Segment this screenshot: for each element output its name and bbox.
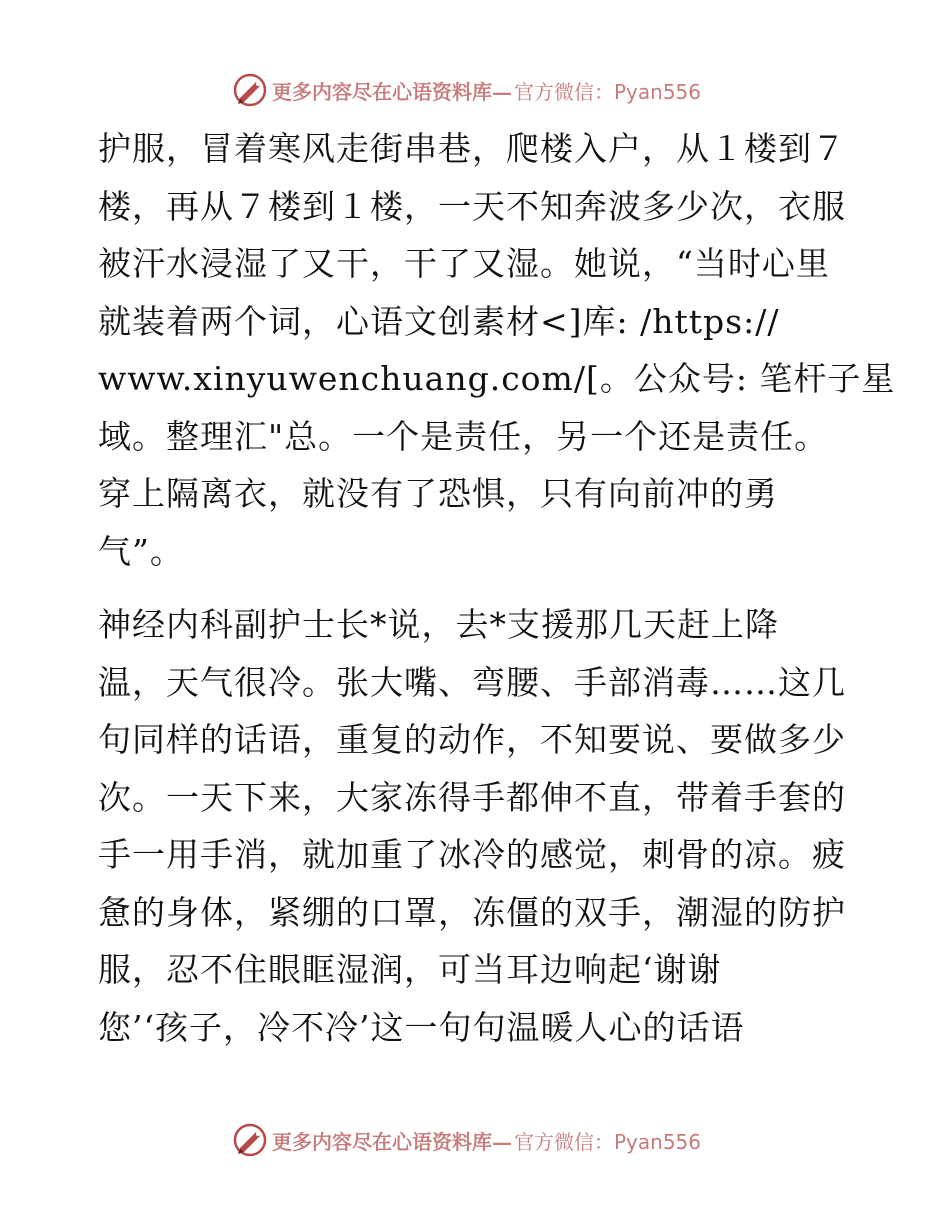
text-line: 温，天气很冷。张大嘴、弯腰、手部消毒……这几 xyxy=(98,662,846,702)
text-line: 域。整理汇"总。一个是责任，另一个还是责任。 xyxy=(98,416,829,456)
text-line: 气”。 xyxy=(98,531,184,571)
text-line: 次。一天下来，大家冻得手都伸不直，带着手套的 xyxy=(98,777,846,817)
text-line: 惫的身体，紧绷的口罩，冻僵的双手，潮湿的防护 xyxy=(98,892,846,932)
text-line: 服，忍不住眼眶湿润，可当耳边响起‘谢谢 xyxy=(98,950,722,989)
text-line: 楼，再从７楼到１楼，一天不知奔波多少次，衣服 xyxy=(98,186,846,226)
header-banner-wechat: 官方微信：Pyan556 xyxy=(514,79,702,104)
footer-banner-text: 更多内容尽在心语资料库— xyxy=(272,1129,512,1154)
body-text xyxy=(98,120,896,1056)
header-banner-text: 更多内容尽在心语资料库— xyxy=(272,79,512,104)
pen-logo-icon xyxy=(232,72,268,108)
text-line: 穿上隔离衣，就没有了恐惧，只有向前冲的勇 xyxy=(98,474,778,513)
text-line: 就装着两个词，心语文创素材<]库: /https:// xyxy=(98,301,780,341)
text-line: 护服，冒着寒风走街串巷，爬楼入户，从１楼到７ xyxy=(98,129,846,168)
paragraph-gap xyxy=(98,580,858,596)
footer-banner-wechat: 官方微信：Pyan556 xyxy=(514,1129,702,1154)
text-line: 手一用手消，就加重了冰冷的感觉，刺骨的凉。疲 xyxy=(98,835,846,874)
text-line: 句同样的话语，重复的动作，不知要说、要做多少 xyxy=(98,720,846,759)
paragraph-2 xyxy=(98,596,858,1056)
text-line: 您’‘孩子，冷不冷’这一句句温暖人心的话语 xyxy=(98,1007,745,1047)
text-line: www.xinyuwenchuang.com/[。公众号: 笔杆子星 xyxy=(98,359,896,398)
footer-banner xyxy=(232,1120,701,1160)
pen-logo-icon xyxy=(232,1122,268,1158)
header-banner xyxy=(232,70,701,110)
text-line: 神经内科副护士长*说，去*支援那几天赶上降 xyxy=(98,605,779,644)
paragraph-1 xyxy=(98,120,896,580)
text-line: 被汗水浸湿了又干，干了又湿。她说，“当时心里 xyxy=(98,244,830,283)
